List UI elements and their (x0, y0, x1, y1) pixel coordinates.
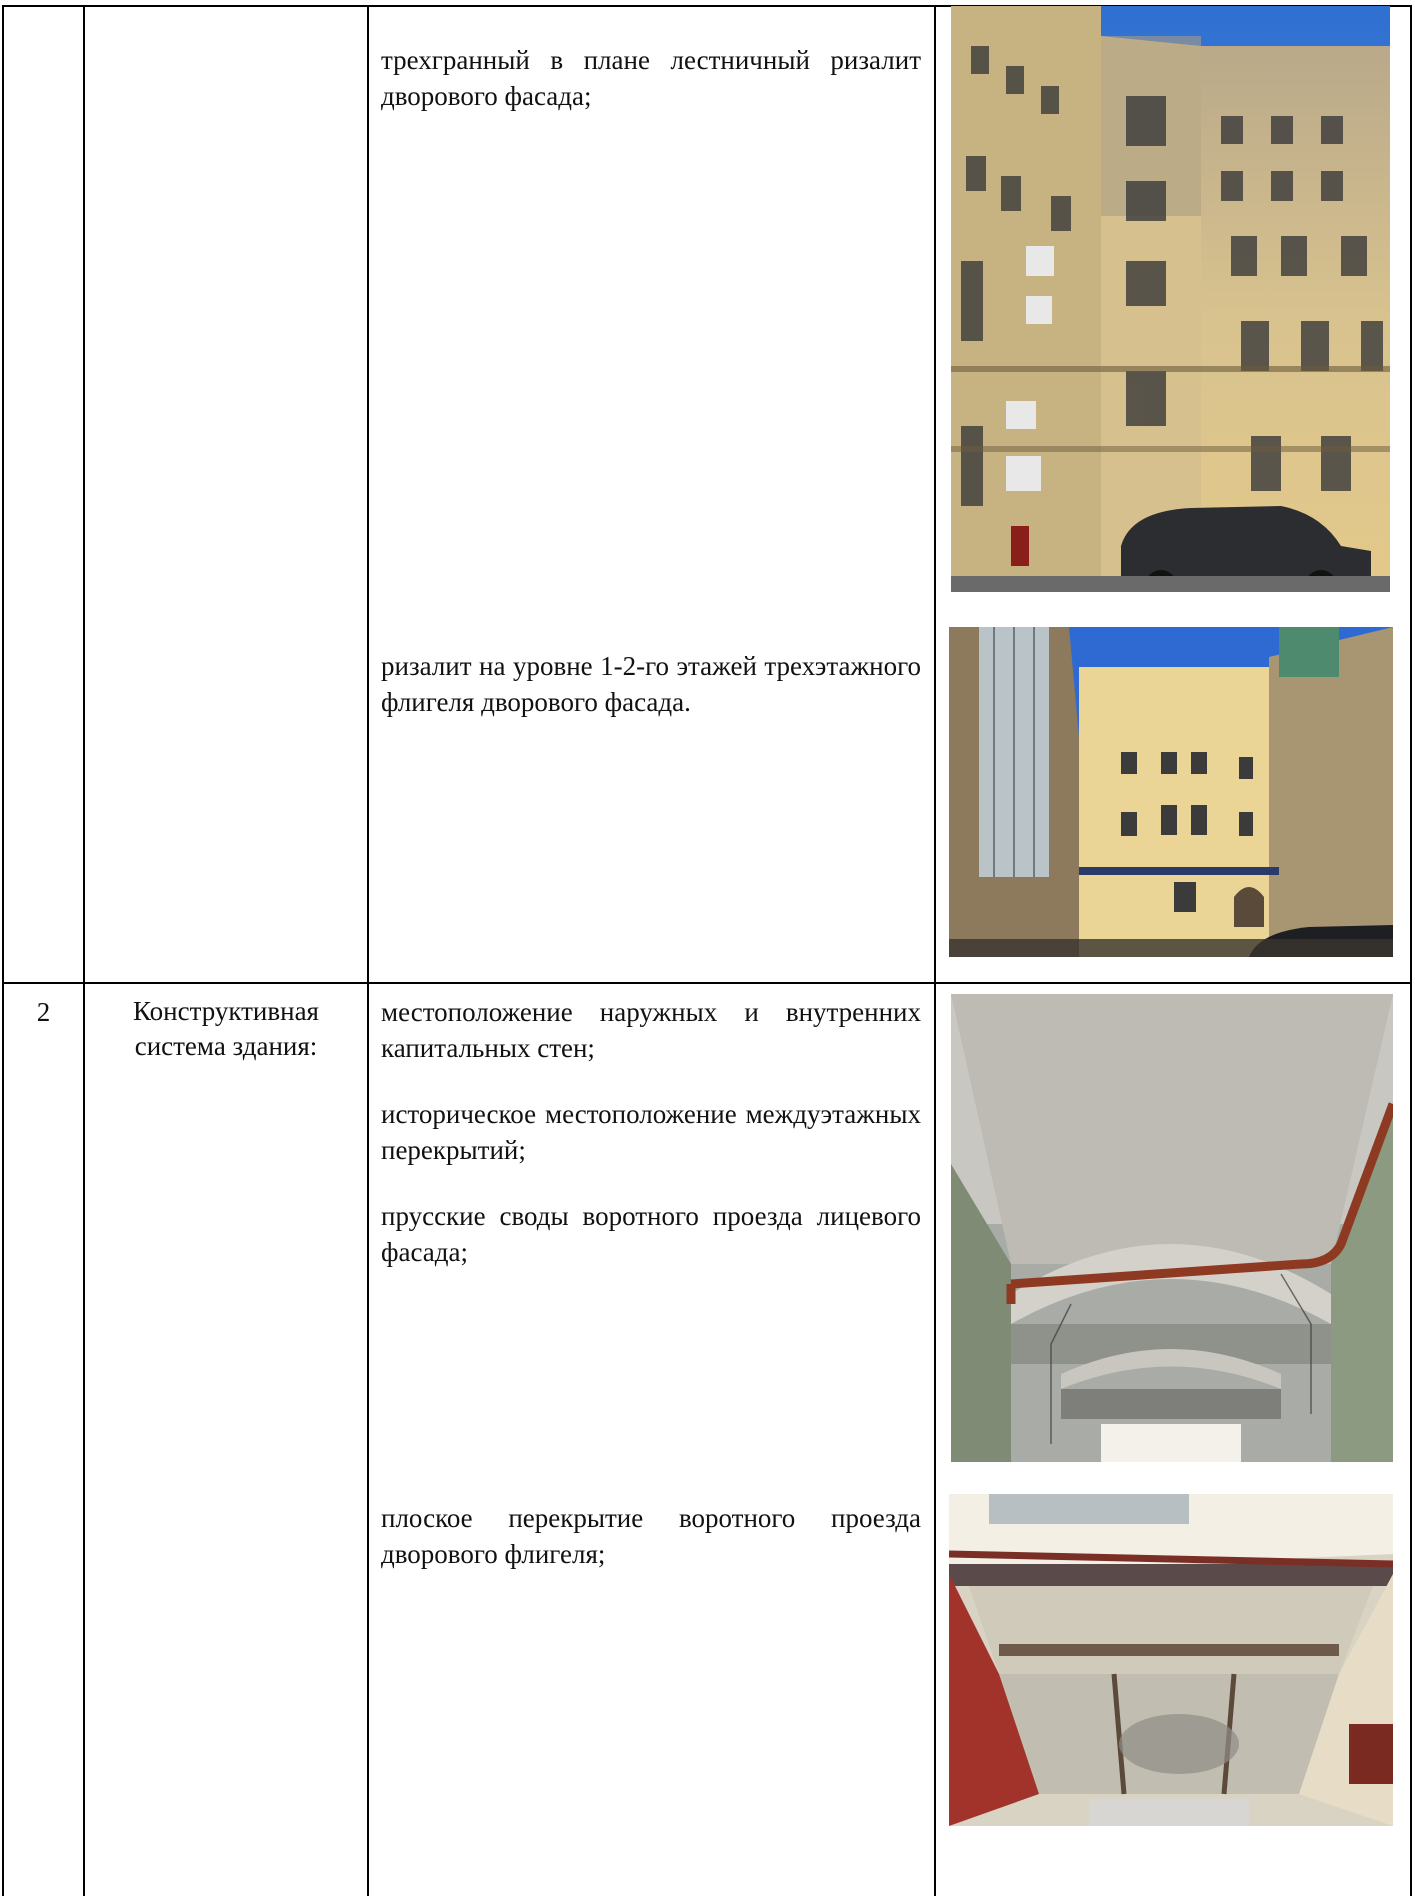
row-title: Конструктивная система здания: (133, 996, 319, 1061)
table-border-right (1410, 6, 1412, 1896)
row2-item-1: местоположение наружных и внутренних капитальных стен; (381, 997, 921, 1063)
courtyard-facade-staircase-photo (951, 6, 1390, 592)
courtyard-wing-photo (949, 627, 1393, 957)
gateway-flat-ceiling-photo (949, 1494, 1393, 1826)
row2-item-4: плоское перекрытие воротного проезда дворового флигеля; (381, 1503, 921, 1569)
table-border-col3 (934, 6, 936, 1896)
row2-item-3: прусские своды воротного проезда лицевого фасада; (381, 1201, 921, 1267)
row-divider (2, 982, 1412, 984)
gateway-vault-photo (951, 994, 1393, 1462)
row-prev-item-1: трехгранный в плане лестничный ризалит дворового фасада; (381, 45, 921, 111)
row-number: 2 (36, 997, 51, 1027)
table-border-col1 (83, 6, 85, 1896)
table-border-col2 (367, 6, 369, 1896)
row2-item-2: историческое местоположение междуэтажных перекрытий; (381, 1099, 921, 1165)
table-border-left (2, 6, 4, 1896)
row-prev-item-2: ризалит на уровне 1-2-го этажей трехэтажного флигеля дворового фасада. (381, 651, 921, 717)
